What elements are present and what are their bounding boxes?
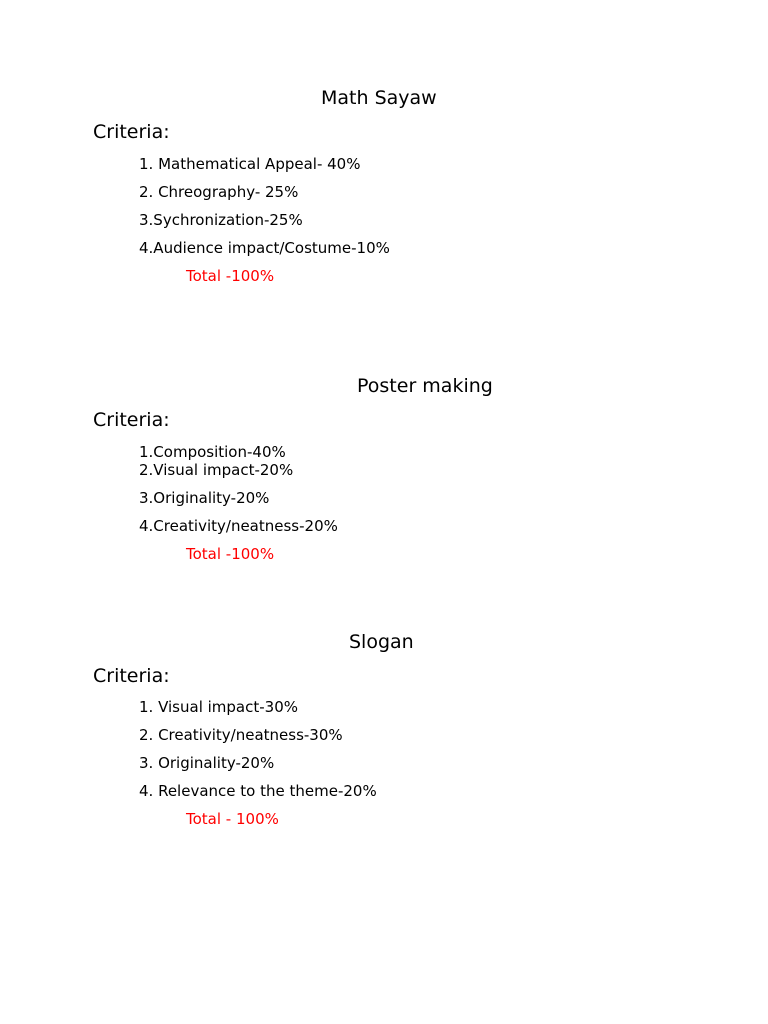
criteria-label: Criteria: [93, 665, 170, 687]
criteria-item: 2. Creativity/neatness-30% [139, 726, 343, 744]
section-title-poster-making: Poster making [357, 375, 493, 397]
criteria-item: 3. Originality-20% [139, 754, 275, 772]
criteria-item: 1. Visual impact-30% [139, 698, 299, 716]
section-title-math-sayaw: Math Sayaw [321, 87, 437, 109]
criteria-item: 2. Chreography- 25% [139, 183, 299, 201]
criteria-item: 4. Relevance to the theme-20% [139, 782, 377, 800]
criteria-item: 1.Composition-40% [139, 443, 286, 461]
total-label: Total - 100% [186, 810, 279, 828]
section-title-slogan: Slogan [349, 631, 414, 653]
criteria-item: 4.Creativity/neatness-20% [139, 517, 338, 535]
total-label: Total -100% [186, 267, 275, 285]
criteria-item: 2.Visual impact-20% [139, 461, 294, 479]
total-label: Total -100% [186, 545, 275, 563]
criteria-item: 3.Sychronization-25% [139, 211, 303, 229]
criteria-item: 4.Audience impact/Costume-10% [139, 239, 390, 257]
criteria-item: 3.Originality-20% [139, 489, 270, 507]
criteria-label: Criteria: [93, 409, 170, 431]
criteria-label: Criteria: [93, 121, 170, 143]
criteria-item: 1. Mathematical Appeal- 40% [139, 155, 361, 173]
